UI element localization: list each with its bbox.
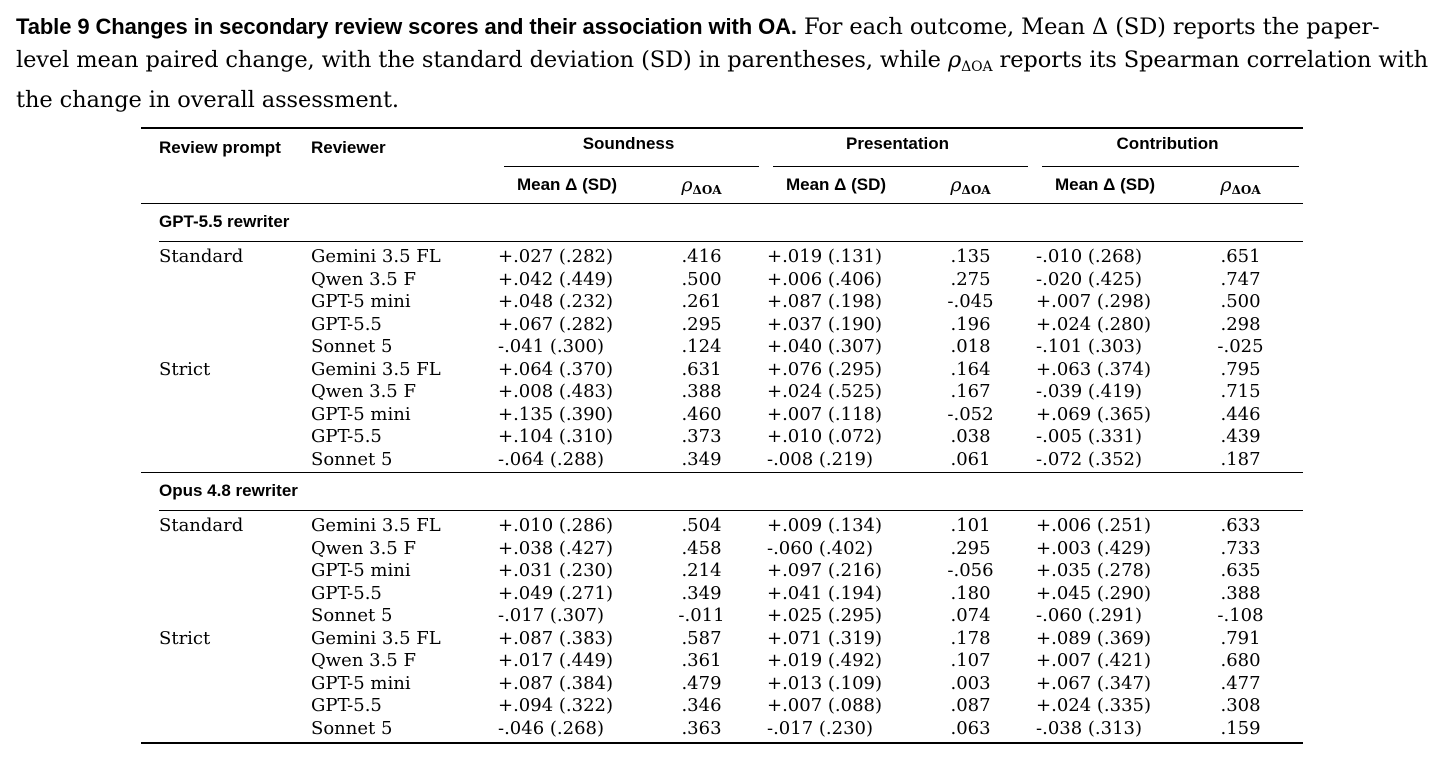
table-row (141, 291, 1303, 314)
cell-soundness-mean: +.048 (.232) (498, 291, 614, 312)
cell-soundness-rho: .458 (681, 537, 722, 559)
section-header-row (141, 204, 1303, 241)
cell-reviewer: Qwen 3.5 F (311, 381, 416, 402)
cell-review-prompt (141, 650, 308, 673)
cell-contribution-mean: -.010 (.268) (1036, 246, 1143, 267)
table-caption (16, 10, 1428, 117)
cell-contribution-mean: +.006 (.251) (1036, 515, 1152, 536)
cell-review-prompt (141, 718, 308, 744)
cell-reviewer: GPT-5 mini (311, 672, 411, 694)
cell-presentation-mean: +.087 (.198) (767, 291, 883, 312)
table-row (141, 605, 1303, 628)
cell-contribution-rho: .187 (1178, 449, 1303, 473)
cell-presentation-rho: .063 (909, 718, 1032, 744)
table-row (141, 560, 1303, 583)
cell-contribution-rho: -.108 (1217, 605, 1264, 626)
table-header (141, 128, 1303, 204)
header-group-soundness (494, 128, 763, 167)
cell-soundness-rho: .460 (681, 403, 722, 425)
cell-contribution-rho: .500 (1220, 291, 1261, 312)
cell-reviewer: Sonnet 5 (308, 449, 494, 473)
rho-subscript: ΔOA (1231, 182, 1261, 197)
table-row (141, 269, 1303, 292)
cell-presentation-rho: .295 (950, 537, 991, 559)
cell-soundness-rho: .416 (681, 246, 722, 267)
cell-presentation-rho: -.052 (947, 403, 994, 425)
cell-presentation-rho: .107 (950, 650, 991, 671)
table-row (141, 426, 1303, 449)
cell-reviewer: Gemini 3.5 FL (311, 358, 441, 380)
caption-rho-symbol: ρ (947, 47, 962, 73)
cell-presentation-mean: +.040 (.307) (767, 336, 883, 357)
table-row (141, 628, 1303, 651)
header-rho-delta-oa (909, 167, 1032, 204)
cell-presentation-mean: +.024 (.525) (767, 381, 883, 402)
cell-contribution-mean: -.072 (.352) (1032, 449, 1178, 473)
cell-contribution-rho: .439 (1220, 426, 1261, 447)
cell-contribution-rho: .388 (1220, 582, 1261, 604)
cell-contribution-rho: .791 (1220, 627, 1261, 649)
cell-soundness-mean: +.094 (.322) (498, 695, 614, 716)
cell-soundness-mean: +.135 (.390) (498, 403, 614, 425)
cell-contribution-mean: +.024 (.280) (1036, 313, 1152, 335)
cell-reviewer: GPT-5.5 (311, 426, 382, 447)
cell-review-prompt: Standard (159, 515, 244, 536)
cell-reviewer: Sonnet 5 (311, 605, 393, 626)
cell-reviewer: Qwen 3.5 F (311, 268, 416, 290)
rho-symbol: ρ (681, 173, 693, 196)
cell-soundness-rho: .479 (681, 672, 722, 694)
header-empty (141, 167, 308, 204)
cell-presentation-mean: +.025 (.295) (767, 605, 883, 626)
cell-review-prompt (141, 695, 308, 718)
cell-reviewer: GPT-5.5 (311, 582, 382, 604)
cell-soundness-mean: +.031 (.230) (498, 560, 614, 581)
cell-presentation-rho: -.056 (947, 560, 994, 581)
header-empty (308, 167, 494, 204)
cell-presentation-rho: .061 (909, 449, 1032, 473)
table-row (141, 336, 1303, 359)
cell-soundness-rho: .504 (681, 515, 722, 536)
cell-presentation-rho: .275 (950, 268, 991, 290)
cell-contribution-mean: -.020 (.425) (1036, 268, 1143, 290)
header-reviewer: Reviewer (308, 128, 494, 167)
table-row (141, 449, 1303, 473)
cell-contribution-mean: +.045 (.290) (1036, 582, 1152, 604)
cell-contribution-rho: .747 (1220, 268, 1261, 290)
cell-contribution-mean: +.035 (.278) (1036, 560, 1152, 581)
cell-contribution-rho: .308 (1220, 695, 1261, 716)
cell-soundness-rho: -.011 (678, 605, 725, 626)
header-group-contribution (1032, 128, 1303, 167)
cell-presentation-mean: +.019 (.492) (767, 650, 883, 671)
rho-subscript: ΔOA (692, 182, 722, 197)
cell-presentation-rho: -.045 (947, 291, 994, 312)
table-body (141, 204, 1303, 744)
cell-review-prompt (141, 538, 308, 561)
cell-presentation-rho: .164 (950, 358, 991, 380)
header-rho-delta-oa (640, 167, 763, 204)
cell-reviewer: Gemini 3.5 FL (311, 627, 441, 649)
cell-soundness-rho: .500 (681, 268, 722, 290)
cell-soundness-mean: +.104 (.310) (498, 426, 614, 447)
cell-presentation-rho: .178 (950, 627, 991, 649)
header-rho-delta-oa (1178, 167, 1303, 204)
cell-soundness-mean: -.046 (.268) (494, 718, 640, 744)
table-row (141, 695, 1303, 718)
subheader-row (141, 167, 1303, 204)
cell-reviewer: GPT-5 mini (311, 291, 411, 312)
cell-presentation-mean: -.060 (.402) (767, 537, 874, 559)
table-row (141, 381, 1303, 404)
cell-presentation-mean: +.076 (.295) (767, 358, 883, 380)
cell-presentation-mean: +.071 (.319) (767, 627, 883, 649)
cell-contribution-mean: +.067 (.347) (1036, 672, 1152, 694)
cell-soundness-mean: +.017 (.449) (498, 650, 614, 671)
table-row (141, 718, 1303, 744)
header-mean-delta-sd: Mean Δ (SD) (763, 167, 909, 204)
cell-reviewer: GPT-5.5 (311, 313, 382, 335)
cell-presentation-rho: .135 (950, 246, 991, 267)
table-row (141, 583, 1303, 606)
cell-soundness-mean: +.038 (.427) (498, 537, 614, 559)
cell-contribution-rho: .680 (1220, 650, 1261, 671)
caption-text-2: reports its Spearman correlation with the change in overall assessment. (16, 47, 1428, 113)
cell-review-prompt (141, 336, 308, 359)
cell-reviewer: Gemini 3.5 FL (311, 246, 441, 267)
cell-soundness-rho: .124 (681, 336, 722, 357)
header-mean-delta-sd: Mean Δ (SD) (1032, 167, 1178, 204)
header-mean-delta-sd: Mean Δ (SD) (494, 167, 640, 204)
table-row (141, 511, 1303, 538)
table-row (141, 242, 1303, 269)
cell-soundness-rho: .349 (640, 449, 763, 473)
cell-soundness-rho: .631 (681, 358, 722, 380)
cell-review-prompt (141, 449, 308, 473)
cell-reviewer: Sonnet 5 (308, 718, 494, 744)
cell-soundness-mean: +.008 (.483) (498, 381, 614, 402)
cell-reviewer: Qwen 3.5 F (311, 650, 416, 671)
cell-reviewer: GPT-5.5 (311, 695, 382, 716)
cell-contribution-rho: .635 (1220, 560, 1261, 581)
cell-review-prompt (141, 314, 308, 337)
cell-reviewer: GPT-5 mini (311, 403, 411, 425)
cell-presentation-rho: .180 (950, 582, 991, 604)
caption-rho-subscript: ΔOA (961, 59, 993, 75)
section-title: Opus 4.8 rewriter (159, 481, 298, 500)
rho-symbol: ρ (950, 173, 962, 196)
cell-reviewer: Qwen 3.5 F (311, 537, 416, 559)
cell-review-prompt (141, 673, 308, 696)
cell-presentation-mean: +.037 (.190) (767, 313, 883, 335)
cell-presentation-rho: .167 (950, 381, 991, 402)
cell-contribution-rho: .733 (1220, 537, 1261, 559)
cell-soundness-rho: .346 (681, 695, 722, 716)
cell-review-prompt (141, 583, 308, 606)
header-group-label: Presentation (846, 133, 949, 153)
cell-soundness-rho: .214 (681, 560, 722, 581)
cell-presentation-rho: .003 (950, 672, 991, 694)
cell-contribution-rho: .651 (1220, 246, 1261, 267)
cell-presentation-rho: .196 (950, 313, 991, 335)
header-group-label: Contribution (1116, 133, 1219, 153)
cell-contribution-mean: -.038 (.313) (1032, 718, 1178, 744)
cell-reviewer: Sonnet 5 (311, 336, 393, 357)
section-title: GPT-5.5 rewriter (159, 212, 290, 231)
cell-soundness-rho: .363 (640, 718, 763, 744)
cell-review-prompt (141, 269, 308, 292)
cell-presentation-mean: +.007 (.088) (767, 695, 883, 716)
cell-presentation-rho: .074 (950, 605, 991, 626)
section-header-row (141, 473, 1303, 510)
cell-contribution-rho: .795 (1220, 358, 1261, 380)
cell-review-prompt (141, 291, 308, 314)
table-row (141, 314, 1303, 337)
cell-soundness-mean: -.064 (.288) (494, 449, 640, 473)
cell-presentation-mean: +.006 (.406) (767, 268, 883, 290)
cell-presentation-mean: +.019 (.131) (767, 246, 883, 267)
cell-review-prompt (141, 381, 308, 404)
cell-contribution-mean: -.039 (.419) (1036, 381, 1143, 402)
cell-contribution-rho: .633 (1220, 515, 1261, 536)
cell-contribution-mean: -.101 (.303) (1036, 336, 1143, 357)
cell-contribution-rho: .446 (1220, 403, 1261, 425)
cell-presentation-rho: .087 (950, 695, 991, 716)
cell-soundness-rho: .373 (681, 426, 722, 447)
cell-contribution-mean: +.007 (.421) (1036, 650, 1152, 671)
caption-lead: Table 9 Changes in secondary review scores and their association with OA. (16, 14, 797, 39)
cell-contribution-mean: +.063 (.374) (1036, 358, 1152, 380)
cell-presentation-mean: +.097 (.216) (767, 560, 883, 581)
table-row (141, 359, 1303, 382)
table-row (141, 673, 1303, 696)
cell-contribution-mean: -.005 (.331) (1036, 426, 1143, 447)
cell-soundness-rho: .295 (681, 313, 722, 335)
cell-soundness-mean: +.049 (.271) (498, 582, 614, 604)
cell-contribution-rho: .477 (1220, 672, 1261, 694)
cell-contribution-mean: -.060 (.291) (1036, 605, 1143, 626)
cell-contribution-mean: +.089 (.369) (1036, 627, 1152, 649)
cell-presentation-mean: -.008 (.219) (763, 449, 909, 473)
header-group-presentation (763, 128, 1032, 167)
cell-review-prompt: Standard (159, 246, 244, 267)
cell-soundness-rho: .388 (681, 381, 722, 402)
cell-soundness-mean: +.067 (.282) (498, 313, 614, 335)
cell-soundness-mean: +.042 (.449) (498, 268, 614, 290)
cell-review-prompt (141, 404, 308, 427)
cell-presentation-mean: -.017 (.230) (763, 718, 909, 744)
cell-contribution-rho: .298 (1220, 313, 1261, 335)
cell-presentation-rho: .018 (950, 336, 991, 357)
cell-soundness-rho: .361 (681, 650, 722, 671)
cell-reviewer: Gemini 3.5 FL (311, 515, 441, 536)
cell-contribution-rho: .715 (1220, 381, 1261, 402)
cell-review-prompt (141, 560, 308, 583)
cell-reviewer: GPT-5 mini (311, 560, 411, 581)
cell-presentation-mean: +.013 (.109) (767, 672, 883, 694)
cell-soundness-mean: +.087 (.383) (498, 627, 614, 649)
cell-soundness-mean: +.010 (.286) (498, 515, 614, 536)
caption-text-1: For each outcome, Mean Δ (SD) reports the paper-level mean paired change, with the standard deviation (SD) in parentheses, while (16, 14, 1380, 73)
header-review-prompt: Review prompt (141, 128, 308, 167)
cell-contribution-rho: .159 (1178, 718, 1303, 744)
cell-presentation-mean: +.010 (.072) (767, 426, 883, 447)
rho-subscript: ΔOA (961, 182, 991, 197)
cell-review-prompt (141, 605, 308, 628)
cell-contribution-mean: +.024 (.335) (1036, 695, 1152, 716)
cell-contribution-mean: +.003 (.429) (1036, 537, 1152, 559)
cell-soundness-mean: +.087 (.384) (498, 672, 614, 694)
rho-symbol: ρ (1220, 173, 1232, 196)
cell-soundness-mean: +.027 (.282) (498, 246, 614, 267)
cell-contribution-rho: -.025 (1217, 336, 1264, 357)
cell-contribution-mean: +.069 (.365) (1036, 403, 1152, 425)
results-table (141, 127, 1303, 744)
cell-contribution-mean: +.007 (.298) (1036, 291, 1152, 312)
table-row (141, 650, 1303, 673)
cell-review-prompt: Strict (159, 358, 211, 380)
cell-soundness-rho: .349 (681, 582, 722, 604)
cell-presentation-rho: .038 (950, 426, 991, 447)
cell-presentation-mean: +.009 (.134) (767, 515, 883, 536)
cell-soundness-mean: -.041 (.300) (498, 336, 605, 357)
table-row (141, 538, 1303, 561)
cell-presentation-mean: +.007 (.118) (767, 403, 883, 425)
header-group-label: Soundness (582, 133, 675, 153)
cell-soundness-mean: +.064 (.370) (498, 358, 614, 380)
cell-review-prompt: Strict (159, 627, 211, 649)
cell-soundness-mean: -.017 (.307) (498, 605, 605, 626)
cell-presentation-rho: .101 (950, 515, 991, 536)
cell-soundness-rho: .587 (681, 627, 722, 649)
cell-presentation-mean: +.041 (.194) (767, 582, 883, 604)
cell-review-prompt (141, 426, 308, 449)
table-row (141, 404, 1303, 427)
cell-soundness-rho: .261 (681, 291, 722, 312)
